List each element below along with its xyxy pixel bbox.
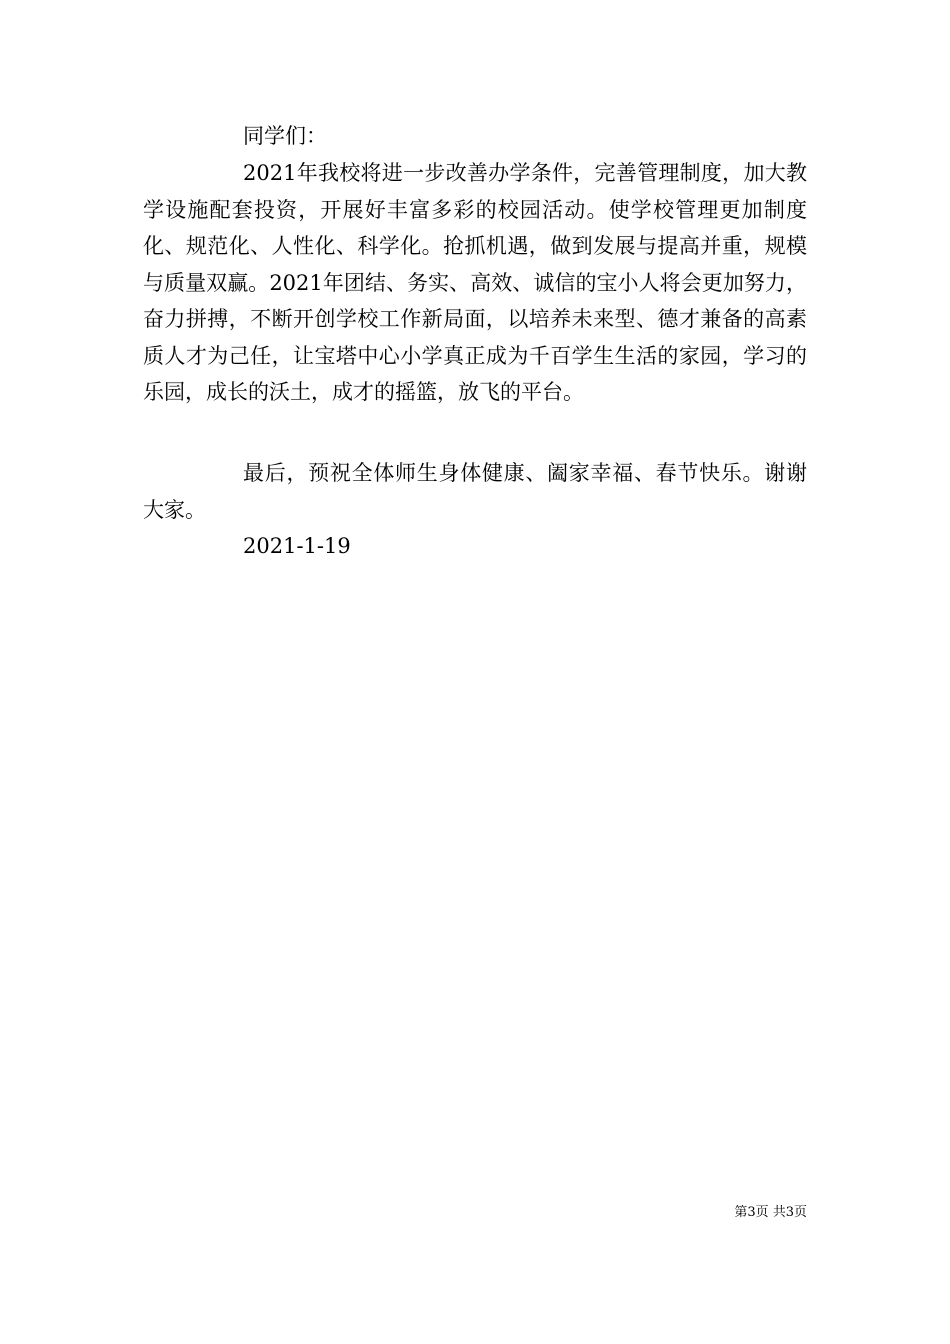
greeting-line: 同学们： bbox=[243, 124, 327, 148]
page-number-footer: 第3页 共3页 bbox=[734, 1205, 807, 1220]
body-paragraph-closing: 最后，预祝全体师生身体健康、阖家幸福、春节快乐。谢谢大家。 bbox=[143, 461, 807, 522]
document-date: 2021-1-19 bbox=[243, 534, 351, 558]
body-paragraph-plans: 2021年我校将进一步改善办学条件，完善管理制度，加大教学设施配套投资，开展好丰富多彩的校园活动。使学校管理更加制度化、规范化、人性化、科学化。抢抓机遇，做到发展与提高并重，规模与质量双赢。2021年团结、务实、高效、诚信的宝小人将会更加努力，奋力拼搏，不断开创学校工作新局面，以培养未来型、德才兼备的高素质人才为己任，让宝塔中心小学真正成为千百学生生活的家园，学习的乐园，成长的沃土，成才的摇篮，放飞的平台。 bbox=[143, 161, 807, 404]
